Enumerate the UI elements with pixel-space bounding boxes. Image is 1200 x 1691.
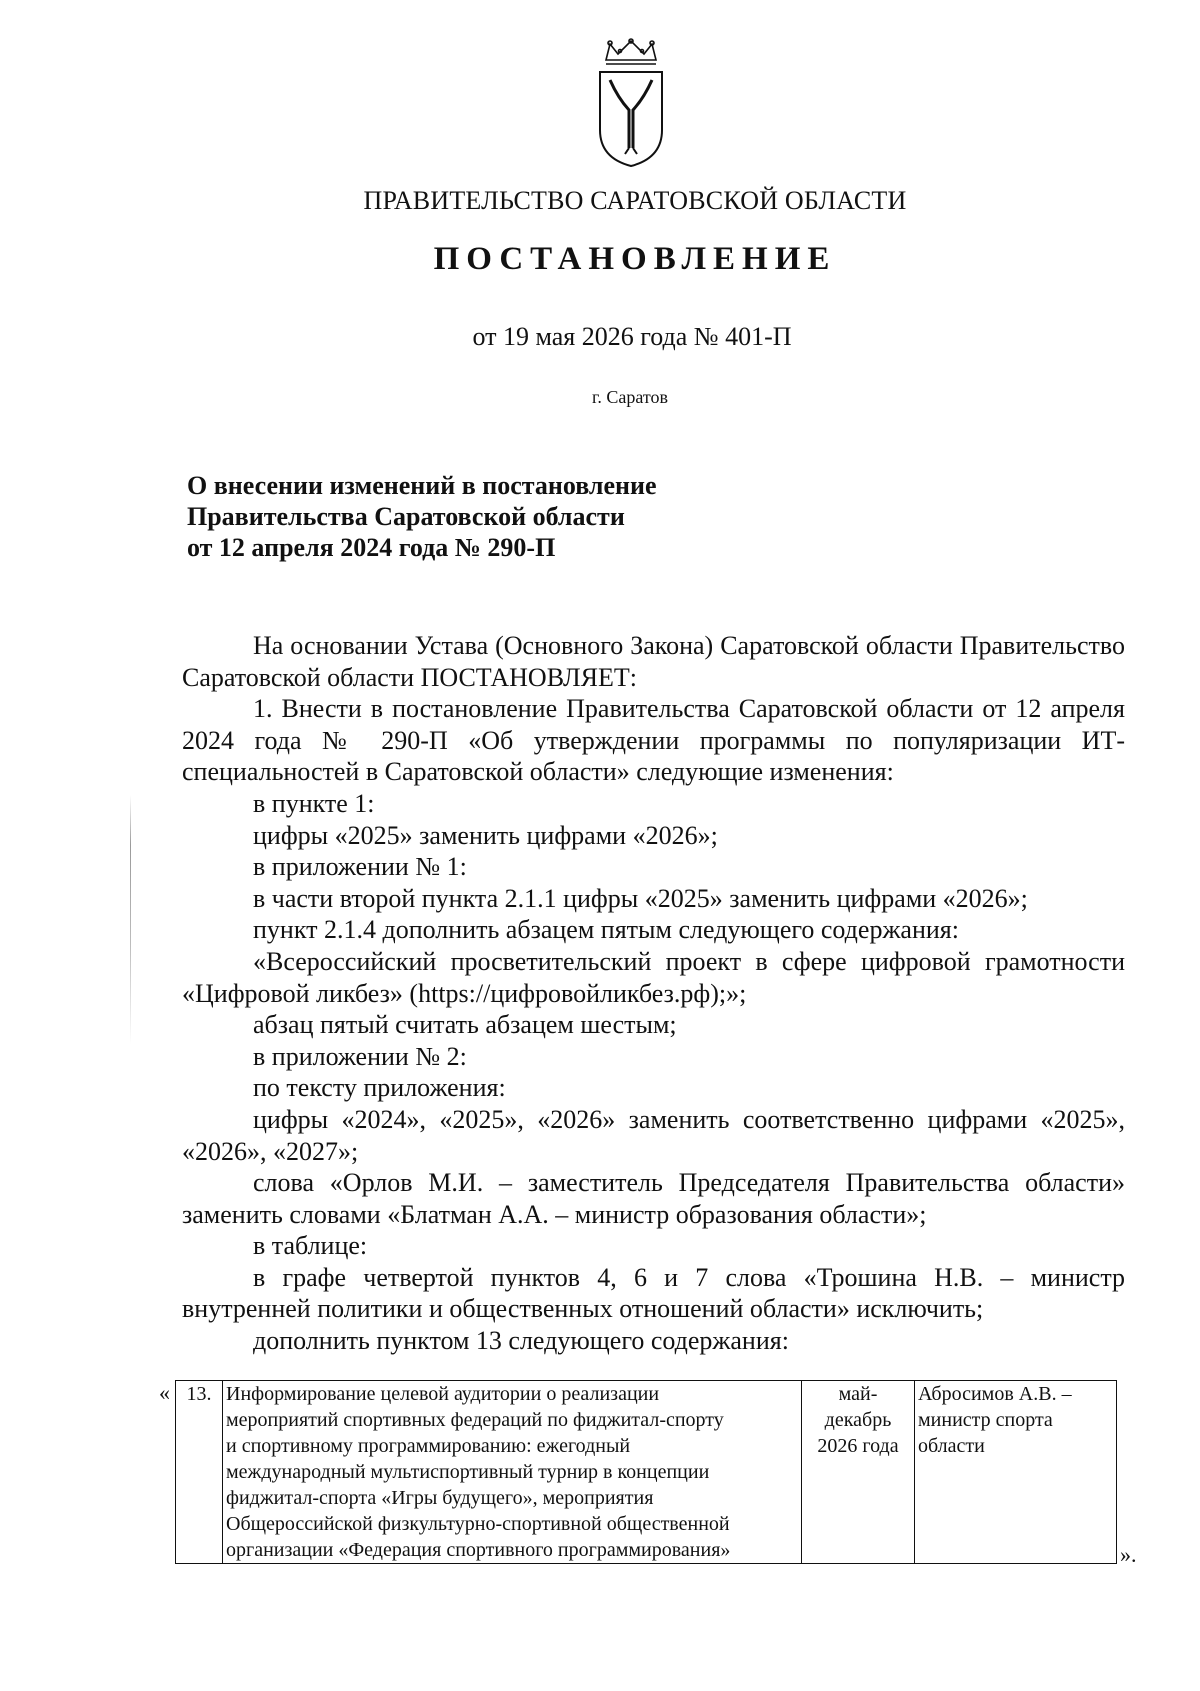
- body-paragraph: в графе четвертой пунктов 4, 6 и 7 слова «Трошина Н.В. – министр внутренней политики и общественных отношений области» исключить;: [182, 1262, 1125, 1324]
- cell-line: декабрь: [824, 1409, 892, 1431]
- cell-line: международный мультиспортивный турнир в концепции: [226, 1461, 710, 1483]
- saratov-coat-of-arms-icon: [596, 38, 666, 168]
- body-paragraph: пункт 2.1.4 дополнить абзацем пятым следующего содержания:: [253, 915, 959, 945]
- document-city: г. Саратов: [592, 387, 668, 407]
- table-row: [176, 1381, 1117, 1564]
- cell-line: 2026 года: [817, 1435, 899, 1457]
- subject-line: от 12 апреля 2024 года № 290-П: [187, 533, 556, 562]
- quote-close-mark: ».: [1120, 1542, 1137, 1567]
- cell-line: и спортивному программированию: ежегодный: [226, 1435, 631, 1457]
- cell-line: Общероссийской физкультурно-спортивной общественной: [226, 1513, 730, 1535]
- body-paragraph: «Всероссийский просветительский проект в сфере цифровой грамотности «Цифровой ликбез» (https://цифровойликбез.рф);»;: [182, 946, 1125, 1008]
- body-paragraph: абзац пятый считать абзацем шестым;: [253, 1010, 677, 1040]
- scan-artifact-line: [130, 795, 131, 1045]
- cell-line: Абросимов А.В. –: [918, 1383, 1072, 1405]
- cell-line: организации «Федерация спортивного программирования»: [226, 1539, 731, 1561]
- quote-open-mark: «: [159, 1380, 170, 1405]
- subject-line: О внесении изменений в постановление: [187, 471, 657, 500]
- body-paragraph: в пункте 1:: [253, 788, 375, 818]
- body-paragraph: в таблице:: [253, 1231, 368, 1261]
- subject-line: Правительства Саратовской области: [187, 502, 625, 531]
- cell-line: Информирование целевой аудитории о реализации: [226, 1383, 660, 1405]
- event-description-cell: [223, 1381, 802, 1564]
- cell-line: области: [918, 1435, 985, 1457]
- body-paragraph: дополнить пунктом 13 следующего содержания:: [253, 1326, 789, 1356]
- responsible-person-cell: [915, 1381, 1117, 1564]
- period-cell: [802, 1381, 915, 1564]
- body-paragraph: в приложении № 1:: [253, 852, 467, 882]
- body-paragraph: слова «Орлов М.И. – заместитель Председателя Правительства области» заменить словами «Блатман А.А. – министр образования области»;: [182, 1168, 1125, 1229]
- government-name: ПРАВИТЕЛЬСТВО САРАТОВСКОЙ ОБЛАСТИ: [363, 186, 907, 215]
- body-paragraph: в части второй пункта 2.1.1 цифры «2025» заменить цифрами «2026»;: [253, 883, 1028, 913]
- cell-line: мероприятий спортивных федераций по фиджитал-спорту: [226, 1409, 724, 1431]
- row-number-cell: 13.: [176, 1381, 223, 1564]
- inserted-table: [175, 1380, 1117, 1564]
- body-paragraph: цифры «2025» заменить цифрами «2026»;: [253, 820, 718, 850]
- body-paragraph: цифры «2024», «2025», «2026» заменить соответственно цифрами «2025», «2026», «2027»;: [182, 1104, 1125, 1166]
- document-type: ПОСТАНОВЛЕНИЕ: [433, 241, 837, 277]
- inserted-table-block: [159, 1380, 1149, 1570]
- document-body: [182, 630, 1125, 1357]
- document-date-number: от 19 мая 2026 года № 401-П: [472, 322, 792, 351]
- body-paragraph: 1. Внести в постановление Правительства Саратовской области от 12 апреля 2024 года № 290-П «Об утверждении программы по популяризации ИТ-специальностей в Саратовской области» следующие изменения:: [182, 694, 1125, 787]
- cell-line: май-: [838, 1383, 878, 1405]
- body-paragraph: в приложении № 2:: [253, 1041, 467, 1071]
- body-paragraph: по тексту приложения:: [253, 1073, 506, 1103]
- cell-line: министр спорта: [918, 1409, 1053, 1431]
- cell-line: фиджитал-спорта «Игры будущего», мероприятия: [226, 1487, 654, 1509]
- body-paragraph: На основании Устава (Основного Закона) Саратовской области Правительство Саратовской области ПОСТАНОВЛЯЕТ:: [182, 631, 1125, 692]
- document-subject: [187, 470, 657, 563]
